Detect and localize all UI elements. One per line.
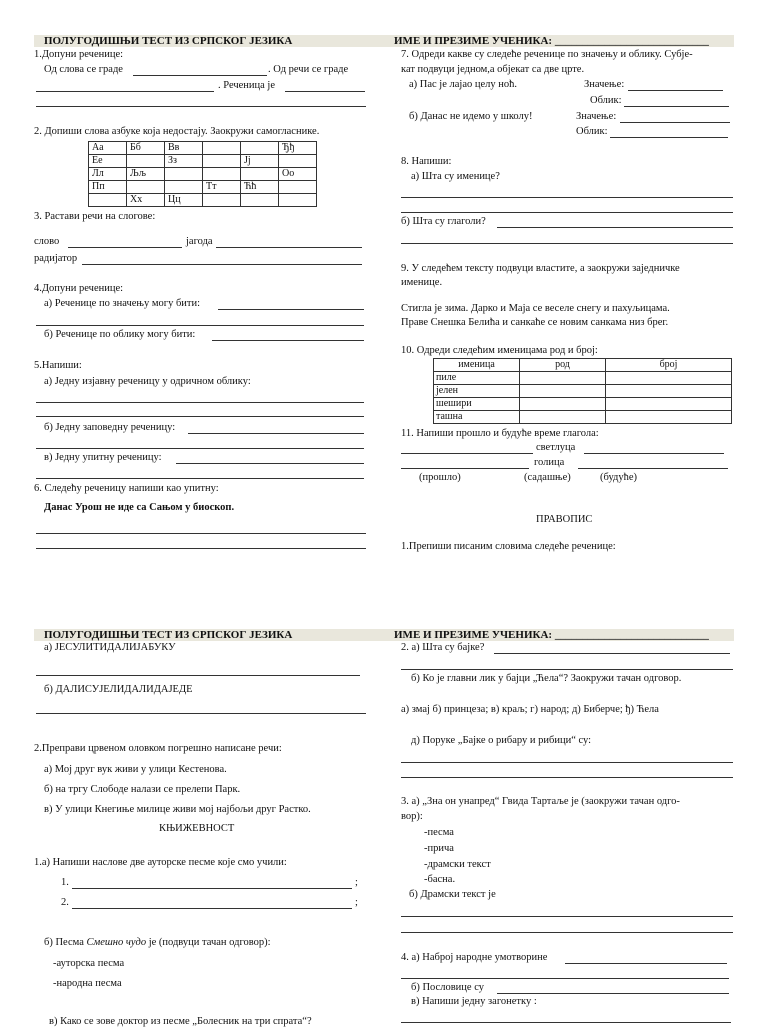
q7-a-meaning-blank[interactable] xyxy=(628,90,723,91)
alphabet-cell: Аа xyxy=(89,142,127,155)
q3-word-jagoda: јагода xyxy=(186,236,213,247)
q9-title: 9. У следећем тексту подвуци властите, а заокружи заједничке xyxy=(401,263,680,274)
k1-blank-2[interactable] xyxy=(72,908,352,909)
q11-title: 11. Напиши прошло и будуће време глагола: xyxy=(401,428,599,439)
r3-option-1: -песма xyxy=(424,827,454,838)
q7-b-form-blank[interactable] xyxy=(610,137,728,138)
q9-text-1: Стигла је зима. Дарко и Маја се веселе снегу и пахуљицама. xyxy=(401,303,670,314)
q3-title: 3. Растави речи на слогове: xyxy=(34,211,156,222)
q8-title: 8. Напиши: xyxy=(401,156,452,167)
q10-row xyxy=(434,398,732,411)
p2-q2-c: в) У улици Кнегиње милице живи мој најбољи друг Растко. xyxy=(44,804,311,815)
q10-number-cell[interactable] xyxy=(606,398,732,411)
q8-a: а) Шта су именице? xyxy=(411,171,500,182)
q10-title: 10. Одреди следећим именицама род и број: xyxy=(401,345,598,356)
alphabet-cell-empty[interactable] xyxy=(203,194,241,207)
alphabet-cell-empty[interactable] xyxy=(89,194,127,207)
q1-line2: . Реченица је xyxy=(218,80,276,91)
q6-blank-2[interactable] xyxy=(36,548,366,549)
alphabet-cell: Оо xyxy=(279,168,317,181)
p2-q2-b: б) на тргу Слободе налази се прелепи Парк. xyxy=(44,784,241,795)
pravopis-a: а) ЈЕСУЛИТИДАЛИЈАБУКУ xyxy=(44,642,176,653)
q10-row xyxy=(434,372,732,385)
q10-gender-cell[interactable] xyxy=(520,372,606,385)
q10-gender-cell[interactable] xyxy=(520,411,606,424)
k1-blank-1[interactable] xyxy=(72,888,352,889)
alphabet-table xyxy=(88,141,317,207)
q5-blank-3[interactable] xyxy=(188,433,364,434)
q1-blank-3[interactable] xyxy=(285,91,365,92)
r2-a-blank-2[interactable] xyxy=(401,669,733,670)
k1-c: в) Како се зове доктор из песме „Болесник на три спрата“? xyxy=(49,1016,312,1027)
alphabet-cell: Ее xyxy=(89,155,127,168)
alphabet-cell-empty[interactable] xyxy=(127,181,165,194)
pravopis-heading: ПРАВОПИС xyxy=(536,514,593,525)
k1-b xyxy=(44,937,271,949)
q11-past: (прошло) xyxy=(419,472,461,483)
k1-b-post: је (подвуци тачан одговор): xyxy=(148,937,271,948)
alphabet-row xyxy=(89,155,317,168)
q5-c: в) Једну упитну реченицу: xyxy=(44,452,162,463)
q10-gender-cell[interactable] xyxy=(520,398,606,411)
k1-item-2: 2. xyxy=(61,897,69,908)
q10-row xyxy=(434,385,732,398)
q5-b: б) Једну заповедну реченицу: xyxy=(44,422,176,433)
q10-table xyxy=(433,358,732,424)
alphabet-cell: Љљ xyxy=(127,168,165,181)
q7-b-meaning-blank[interactable] xyxy=(620,122,730,123)
q10-gender-cell[interactable] xyxy=(520,385,606,398)
r2-d-blank-2[interactable] xyxy=(401,777,733,778)
q1-blank-2[interactable] xyxy=(36,91,214,92)
r3-option-3: -драмски текст xyxy=(424,859,491,870)
alphabet-cell-empty[interactable] xyxy=(241,142,279,155)
q5-a: а) Једну изјавну реченицу у одричном облику: xyxy=(44,376,251,387)
alphabet-cell: Јј xyxy=(241,155,279,168)
q10-header-cell: именица xyxy=(434,359,520,372)
q9-title-2: именице. xyxy=(401,277,443,288)
q7-b-meaning: Значење: xyxy=(576,111,617,122)
k1-b-option-2: -народна песма xyxy=(53,978,122,989)
k1-b-option-1: -ауторска песма xyxy=(53,958,125,969)
q7-a-form: Облик: xyxy=(590,95,622,106)
k1-b-pre: б) Песма xyxy=(44,937,84,948)
alphabet-row xyxy=(89,181,317,194)
q10-number-cell[interactable] xyxy=(606,372,732,385)
q7-a-meaning: Значење: xyxy=(584,79,625,90)
r4-c: в) Напиши једну загонетку : xyxy=(411,996,537,1007)
r2-d: д) Поруке „Бајке о рибару и рибици“ су: xyxy=(411,735,592,746)
q11-future: (будуће) xyxy=(600,472,638,483)
q11-blank-2[interactable] xyxy=(584,453,724,454)
q7-a: а) Пас је лајао целу ноћ. xyxy=(409,79,518,90)
q1-line1b: . Од речи се граде xyxy=(268,64,349,75)
q11-blank-4[interactable] xyxy=(578,468,728,469)
q6-blank-1[interactable] xyxy=(36,533,366,534)
q7-b-form: Облик: xyxy=(576,126,608,137)
pravopis-b-blank[interactable] xyxy=(36,713,366,714)
page1-header-title: ПОЛУГОДИШЊИ ТЕСТ ИЗ СРПСКОГ ЈЕЗИКА xyxy=(34,35,384,47)
alphabet-cell-empty[interactable] xyxy=(203,142,241,155)
r3-title-2: вор): xyxy=(401,811,423,822)
r4-a: 4. а) Наброј народне умотворине xyxy=(401,952,548,963)
q8-blank-3[interactable] xyxy=(497,227,733,228)
q11-blank-1[interactable] xyxy=(401,453,533,454)
q1-title: 1.Допуни реченице: xyxy=(34,49,124,60)
q10-number-cell[interactable] xyxy=(606,385,732,398)
q2-title: 2. Допиши слова азбуке која недостају. Заокружи самогласнике. xyxy=(34,126,320,137)
r2-a-blank-1[interactable] xyxy=(494,653,730,654)
k1-item-1: 1. xyxy=(61,877,69,888)
alphabet-cell-empty[interactable] xyxy=(279,155,317,168)
alphabet-cell: Цц xyxy=(165,194,203,207)
p2-q2-a: а) Мој друг вук живи у улици Кестенова. xyxy=(44,764,227,775)
r3-b-blank-2[interactable] xyxy=(401,932,733,933)
k1-semi-1: ; xyxy=(355,877,358,888)
alphabet-cell-empty[interactable] xyxy=(203,168,241,181)
q3-blank-3[interactable] xyxy=(82,264,362,265)
q8-blank-2[interactable] xyxy=(401,212,733,213)
q1-line1a: Од слова се граде xyxy=(44,64,123,75)
q4-title: 4.Допуни реченице: xyxy=(34,283,124,294)
q10-number-cell[interactable] xyxy=(606,411,732,424)
k1-title: 1.а) Напиши наслове две ауторске песме које смо учили: xyxy=(34,857,287,868)
page2-header-name: ИМЕ И ПРЕЗИМЕ УЧЕНИКА: ____________________________ xyxy=(384,629,734,641)
q5-blank-5[interactable] xyxy=(176,463,364,464)
k1-b-title: Смешно чудо xyxy=(86,937,147,948)
q10-header-cell: број xyxy=(606,359,732,372)
r3-title: 3. а) „Зна он унапред“ Гвида Тартаље је (заокружи тачан одго- xyxy=(401,796,680,807)
q4-b: б) Реченице по облику могу бити: xyxy=(44,329,196,340)
q10-noun-cell: ташна xyxy=(434,411,520,424)
alphabet-cell: Зз xyxy=(165,155,203,168)
r4-b-blank[interactable] xyxy=(497,993,729,994)
q5-blank-4[interactable] xyxy=(36,448,364,449)
alphabet-cell-empty[interactable] xyxy=(241,168,279,181)
q10-header-row xyxy=(434,359,732,372)
alphabet-row xyxy=(89,168,317,181)
p2-q2-title: 2.Преправи црвеном оловком погрешно написане речи: xyxy=(34,743,282,754)
r4-b: б) Пословице су xyxy=(411,982,484,993)
alphabet-cell-empty[interactable] xyxy=(165,168,203,181)
q5-title: 5.Напиши: xyxy=(34,360,82,371)
alphabet-cell-empty[interactable] xyxy=(279,181,317,194)
r3-option-2: -прича xyxy=(424,843,454,854)
alphabet-cell-empty[interactable] xyxy=(127,155,165,168)
alphabet-cell: Ћћ xyxy=(241,181,279,194)
r2-b: б) Ко је главни лик у бајци „Ћела“? Заокружи тачан одговор. xyxy=(411,673,682,684)
q8-blank-4[interactable] xyxy=(401,243,733,244)
q10-noun-cell: шешири xyxy=(434,398,520,411)
alphabet-cell: Тт xyxy=(203,181,241,194)
alphabet-cell: Хх xyxy=(127,194,165,207)
page2-header-title: ПОЛУГОДИШЊИ ТЕСТ ИЗ СРПСКОГ ЈЕЗИКА xyxy=(34,629,384,641)
q7-a-form-blank[interactable] xyxy=(624,106,729,107)
r4-a-blank-2[interactable] xyxy=(401,978,729,979)
r4-a-blank-1[interactable] xyxy=(565,963,727,964)
q11-verb-1: светлуца xyxy=(536,442,576,453)
k1-semi-2: ; xyxy=(355,897,358,908)
alphabet-cell: Ђђ xyxy=(279,142,317,155)
q7-title-2: кат подвуци једном,а објекат са две црте. xyxy=(401,64,585,75)
q1-blank-1[interactable] xyxy=(133,75,267,76)
q8-b: б) Шта су глаголи? xyxy=(401,216,486,227)
page1-header-name: ИМЕ И ПРЕЗИМЕ УЧЕНИКА: ____________________________ xyxy=(384,35,734,47)
alphabet-cell: Бб xyxy=(127,142,165,155)
q5-blank-6[interactable] xyxy=(36,478,364,479)
alphabet-cell: Лл xyxy=(89,168,127,181)
alphabet-cell: Пп xyxy=(89,181,127,194)
r2-a: 2. а) Шта су бајке? xyxy=(401,642,485,653)
q6-sentence: Данас Урош не иде са Сањом у биоскоп. xyxy=(44,502,235,513)
q9-text-2: Праве Снешка Белића и санкаће се новим санкама низ брег. xyxy=(401,317,669,328)
alphabet-cell-empty[interactable] xyxy=(241,194,279,207)
q3-blank-2[interactable] xyxy=(216,247,362,248)
q7-title: 7. Одреди какве су следеће реченице по значењу и облику. Субје- xyxy=(401,49,693,60)
q3-blank-1[interactable] xyxy=(68,247,182,248)
q5-blank-2[interactable] xyxy=(36,416,364,417)
q11-verb-2: голица xyxy=(534,457,565,468)
q4-blank-2[interactable] xyxy=(36,325,364,326)
knjizevnost-heading: КЊИЖЕВНОСТ xyxy=(159,823,235,834)
q11-present: (садашње) xyxy=(524,472,571,483)
pravopis-q1: 1.Препиши писаним словима следеће реченице: xyxy=(401,541,616,552)
q8-blank-1[interactable] xyxy=(401,197,733,198)
q10-row xyxy=(434,411,732,424)
alphabet-row xyxy=(89,194,317,207)
q6-title: 6. Следећу реченицу напиши као упитну: xyxy=(34,483,219,494)
q1-blank-4[interactable] xyxy=(36,106,366,107)
r4-c-blank[interactable] xyxy=(401,1022,731,1023)
q10-noun-cell: пиле xyxy=(434,372,520,385)
q3-word-radijator: радијатор xyxy=(34,253,78,264)
alphabet-cell-empty[interactable] xyxy=(165,181,203,194)
q3-word-slovo: слово xyxy=(34,236,60,247)
q10-header-cell: род xyxy=(520,359,606,372)
r3-b: б) Драмски текст је xyxy=(409,889,496,900)
pravopis-a-blank[interactable] xyxy=(36,675,360,676)
pravopis-b: б) ДАЛИСУЈЕЛИДАЛИДАЈЕДЕ xyxy=(44,684,193,695)
q4-a: а) Реченице по значењу могу бити: xyxy=(44,298,201,309)
q4-blank-3[interactable] xyxy=(212,340,364,341)
r2-d-blank-1[interactable] xyxy=(401,762,733,763)
r2-options: а) змај б) принцеза; в) краљ; г) народ; д) Биберче; ђ) Ћела xyxy=(401,704,659,715)
alphabet-cell-empty[interactable] xyxy=(279,194,317,207)
q7-b: б) Данас не идемо у школу! xyxy=(409,111,533,122)
alphabet-cell-empty[interactable] xyxy=(203,155,241,168)
alphabet-row xyxy=(89,142,317,155)
alphabet-cell: Вв xyxy=(165,142,203,155)
r3-option-4: -басна. xyxy=(424,874,456,885)
q10-noun-cell: јелен xyxy=(434,385,520,398)
q4-blank-1[interactable] xyxy=(218,309,364,310)
r3-b-blank-1[interactable] xyxy=(401,916,733,917)
q5-blank-1[interactable] xyxy=(36,402,364,403)
q11-blank-3[interactable] xyxy=(401,468,529,469)
